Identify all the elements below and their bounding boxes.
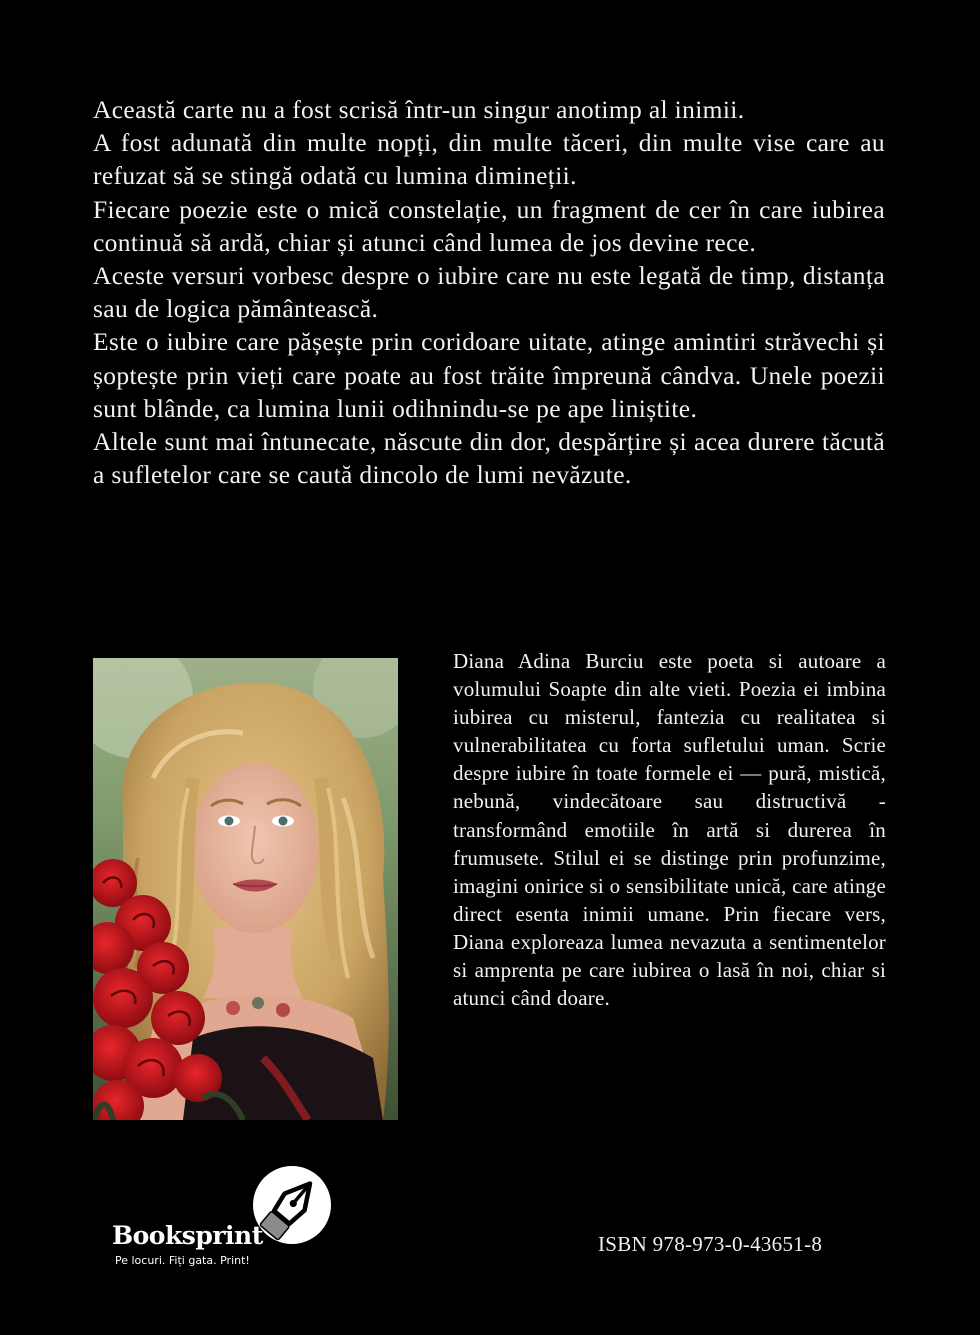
blurb-paragraph: Această carte nu a fost scrisă într-un singur anotimp al inimii.: [93, 95, 745, 124]
publisher-name: Booksprint: [112, 1221, 263, 1250]
blurb-paragraph: Fiecare poezie este o mică constelație, un fragment de cer în care iubirea continuă să ardă, chiar și atunci când lumea de jos devine rece.: [93, 194, 885, 257]
cover-blurb: [93, 93, 885, 491]
publisher-logo: [112, 1163, 337, 1273]
blurb-paragraph: Este o iubire care pășește prin coridoare uitate, atinge amintiri străvechi și șoptește prin vieți care poate au fost trăite împreună cândva. Unele poezii sunt blânde, ca lumina lunii odihnindu-se pe ape liniștite.: [93, 327, 885, 423]
publisher-tagline: Pe locuri. Fiți gata. Print!: [115, 1254, 250, 1267]
blurb-paragraph: Aceste versuri vorbesc despre o iubire care nu este legată de timp, distanța sau de logica pământească.: [93, 261, 885, 324]
author-photo: [93, 658, 398, 1120]
blurb-paragraph: A fost adunată din multe nopți, din multe tăceri, din multe vise care au refuzat să se stingă odată cu lumina dimineții.: [93, 128, 885, 191]
author-bio: Diana Adina Burciu este poeta si autoare a volumului Soapte din alte vieti. Poezia ei imbina iubirea cu misterul, fantezia cu realitatea si vulnerabilitatea cu forta sufletului uman. Scrie despre iubire în toate formele ei — pură, mistică, nebună, vindecătoare sau distructivă - transformând emotiile în artă si durerea în frumusete. Stilul ei se distinge prin profunzime, imagini onirice si o sensibilitate unică, care atinge direct esenta inimii umane. Prin fiecare vers, Diana exploreaza lumea nevazuta a sentimentelor si amprenta pe care iubirea o lasă în noi, chiar si atunci când doare.: [453, 649, 886, 1011]
isbn-number: ISBN 978-973-0-43651-8: [598, 1232, 823, 1256]
blurb-paragraph: Altele sunt mai întunecate, născute din dor, despărțire și acea durere tăcută a sufletelor care se caută dincolo de lumi nevăzute.: [93, 427, 885, 490]
